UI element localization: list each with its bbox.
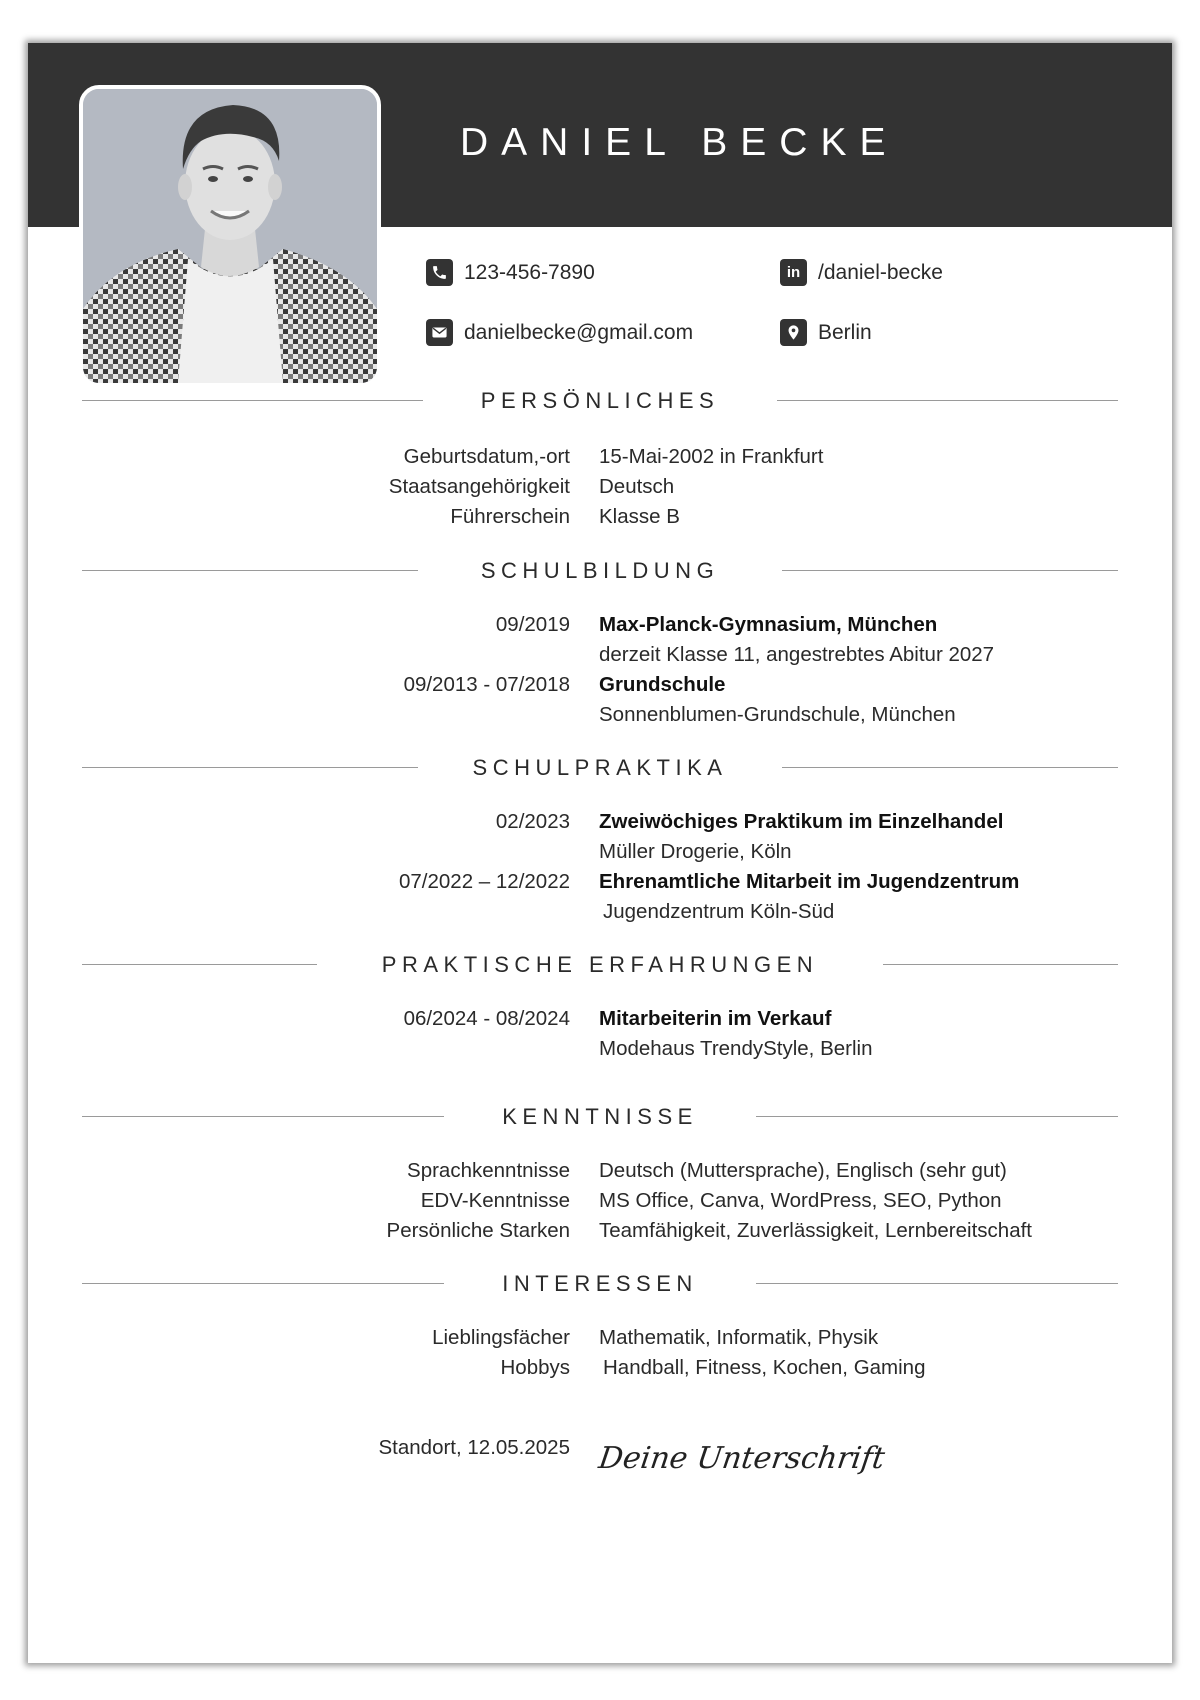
personal-row [28, 442, 1172, 472]
section-title: INTERESSEN [502, 1271, 698, 1296]
row-value: Mathematik, Informatik, Physik [599, 1326, 879, 1349]
school-entry-detail [28, 640, 1172, 670]
row-label: Persönliche Starken [386, 1219, 570, 1242]
section-personal [82, 386, 1118, 416]
linkedin-icon-text: in [786, 264, 801, 281]
profile-photo [79, 85, 381, 387]
location-pin-icon [780, 319, 807, 346]
entry-title: Mitarbeiterin im Verkauf [599, 1007, 832, 1030]
section-rule-right [883, 964, 1118, 965]
section-title: KENNTNISSE [502, 1104, 698, 1129]
section-rule-right [777, 400, 1118, 401]
contact-phone[interactable] [426, 259, 595, 286]
section-rule-right [782, 570, 1118, 571]
entry-title: Ehrenamtliche Mitarbeit im Jugendzentrum [599, 870, 1020, 893]
section-experience [82, 950, 1118, 980]
entry-date: 09/2019 [495, 613, 570, 636]
internship-entry-detail [28, 837, 1172, 867]
entry-date: 09/2013 - 07/2018 [403, 673, 570, 696]
section-rule-right [756, 1283, 1118, 1284]
candidate-name: DANIEL BECKE [460, 121, 899, 164]
section-title: SCHULBILDUNG [480, 558, 720, 583]
entry-detail: Modehaus TrendyStyle, Berlin [599, 1037, 873, 1060]
row-label: Sprachkenntnisse [407, 1159, 570, 1182]
section-school [82, 556, 1118, 586]
row-value: Teamfähigkeit, Zuverlässigkeit, Lernbereitschaft [599, 1219, 1032, 1242]
contact-location[interactable] [780, 319, 872, 346]
section-title: PERSÖNLICHES [480, 388, 720, 413]
entry-title: Max-Planck-Gymnasium, München [599, 613, 938, 636]
entry-detail: Müller Drogerie, Köln [599, 840, 792, 863]
contact-linkedin[interactable] [780, 259, 943, 286]
entry-detail: Jugendzentrum Köln-Süd [603, 900, 835, 923]
section-title: SCHULPRAKTIKA [472, 755, 728, 780]
entry-date: 07/2022 – 12/2022 [399, 870, 570, 893]
section-skills [82, 1102, 1118, 1132]
contact-email[interactable] [426, 319, 693, 346]
school-entry [28, 670, 1172, 700]
mail-icon [426, 319, 453, 346]
school-entry-detail [28, 700, 1172, 730]
row-value: MS Office, Canva, WordPress, SEO, Python [599, 1189, 1002, 1212]
internship-entry-detail [28, 897, 1172, 927]
entry-detail: derzeit Klasse 11, angestrebtes Abitur 2027 [599, 643, 995, 666]
row-label: EDV-Kenntnisse [420, 1189, 570, 1212]
internship-entry [28, 867, 1172, 897]
profile-photo-illustration [83, 89, 377, 383]
linkedin-icon [780, 259, 807, 286]
linkedin-text: /daniel-becke [818, 260, 943, 284]
phone-icon [426, 259, 453, 286]
row-value: Handball, Fitness, Kochen, Gaming [603, 1356, 926, 1379]
skills-row [28, 1216, 1172, 1246]
row-label: Geburtsdatum,-ort [403, 445, 570, 468]
internship-entry [28, 807, 1172, 837]
interests-row [28, 1353, 1172, 1383]
email-text: danielbecke@gmail.com [464, 320, 694, 344]
personal-row [28, 502, 1172, 532]
school-entry [28, 610, 1172, 640]
experience-entry-detail [28, 1034, 1172, 1064]
personal-row [28, 472, 1172, 502]
section-interests [82, 1269, 1118, 1299]
location-text: Berlin [818, 320, 872, 344]
skills-row [28, 1186, 1172, 1216]
skills-row [28, 1156, 1172, 1186]
section-rule-right [782, 767, 1118, 768]
interests-row [28, 1323, 1172, 1353]
section-rule-right [756, 1116, 1118, 1117]
row-value: 15-Mai-2002 in Frankfurt [599, 445, 824, 468]
experience-entry [28, 1004, 1172, 1034]
signature: Deine Unterschrift [596, 1441, 887, 1476]
row-value: Deutsch [599, 475, 675, 498]
entry-date: 06/2024 - 08/2024 [403, 1007, 570, 1030]
entry-date: 02/2023 [495, 810, 570, 833]
row-label: Hobbys [500, 1356, 570, 1379]
entry-title: Zweiwöchiges Praktikum im Einzelhandel [599, 810, 1004, 833]
cv-page [28, 43, 1172, 1663]
section-internships [82, 753, 1118, 783]
place-date: Standort, 12.05.2025 [378, 1436, 570, 1459]
row-label: Führerschein [450, 505, 570, 528]
row-value: Klasse B [599, 505, 680, 528]
entry-title: Grundschule [599, 673, 726, 696]
row-value: Deutsch (Muttersprache), Englisch (sehr gut) [599, 1159, 1007, 1182]
section-title: PRAKTISCHE ERFAHRUNGEN [381, 952, 819, 977]
row-label: Lieblingsfächer [432, 1326, 570, 1349]
entry-detail: Sonnenblumen-Grundschule, München [599, 703, 956, 726]
row-label: Staatsangehörigkeit [388, 475, 570, 498]
phone-text: 123-456-7890 [464, 260, 595, 284]
